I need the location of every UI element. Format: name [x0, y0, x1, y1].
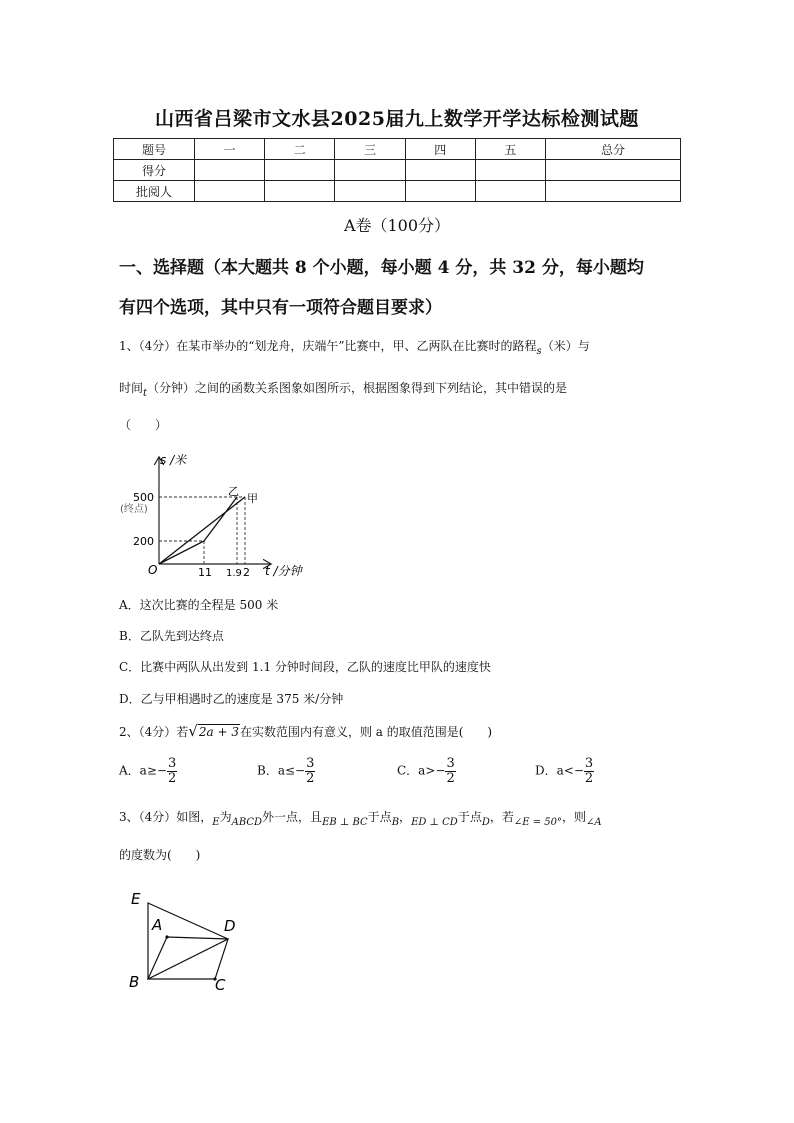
score-table [113, 138, 681, 202]
vertex-D: D [224, 917, 236, 935]
header-cell: 三 [335, 139, 405, 160]
score-table-header-row [114, 139, 681, 160]
q1-paren: （ ） [119, 418, 168, 432]
score-cell[interactable] [195, 160, 265, 181]
x-axis-label: t /分钟 [265, 564, 302, 578]
origin-label: O [148, 563, 158, 577]
q3-figure [122, 882, 252, 997]
reviewer-cell[interactable] [546, 181, 681, 202]
score-cell[interactable] [546, 160, 681, 181]
q1-option-c: C．比赛中两队从出发到 1.1 分钟时间段，乙队的速度比甲队的速度快 [119, 660, 491, 674]
q1-line1: 1、（4分）在某市举办的“划龙舟，庆端午”比赛中，甲、乙两队在比赛时的路程$_s$（米）与 [119, 339, 590, 357]
header-cell: 四 [405, 139, 475, 160]
label-yi: 乙 [228, 485, 239, 498]
x-tick-19: 1.9 [226, 568, 242, 579]
score-row [114, 160, 681, 181]
score-cell[interactable] [405, 160, 475, 181]
q3-line2: 的度数为( ) [119, 848, 201, 862]
q1-option-d: D．乙与甲相遇时乙的速度是 375 米/分钟 [119, 692, 344, 706]
score-cell[interactable] [265, 160, 335, 181]
vertex-C: C [215, 976, 226, 994]
y-axis-label: s /米 [160, 453, 187, 467]
q2-option-d: D．a<− $\frac{3}{2}$ [535, 756, 594, 786]
row-label: 批阅人 [114, 181, 195, 202]
exam-title: 山西省吕梁市文水县2025届九上数学开学达标检测试题 [155, 108, 639, 130]
q1-line2: 时间$_t$（分钟）之间的函数关系图象如图所示，根据图象得到下列结论，其中错误的是 [119, 381, 568, 399]
radicand: 2a + 3 [198, 725, 239, 739]
header-cell: 一 [195, 139, 265, 160]
y-tick-500-note: (终点) [120, 504, 148, 515]
q2-option-c: C．a>− $\frac{3}{2}$ [397, 756, 455, 786]
section1-heading-line2: 有四个选项，其中只有一项符合题目要求） [119, 298, 442, 318]
reviewer-cell[interactable] [405, 181, 475, 202]
reviewer-row [114, 181, 681, 202]
var-t: t [143, 388, 148, 399]
score-cell[interactable] [335, 160, 405, 181]
q2-option-a: A．a≥− $\frac{3}{2}$ [119, 756, 177, 786]
sqrt-sign: √ [188, 722, 198, 740]
y-tick-500: 500 [133, 491, 154, 504]
score-cell[interactable] [475, 160, 545, 181]
header-cell: 二 [265, 139, 335, 160]
x-tick-2: 2 [243, 566, 250, 579]
triangle-EDB [148, 903, 228, 979]
x-tick-11: 11 [198, 566, 212, 579]
q1-graph [112, 446, 312, 582]
vertex-E: E [131, 890, 141, 908]
header-cell: 五 [475, 139, 545, 160]
section-a-heading: A卷（100分） [343, 216, 451, 235]
section1-heading-line1: 一、选择题（本大题共 8 个小题，每小题 4 分，共 32 分，每小题均 [119, 258, 644, 278]
reviewer-cell[interactable] [475, 181, 545, 202]
q2-stem: 2、（4分）若√2a + 3在实数范围内有意义，则 a 的取值范围是( ) [119, 722, 493, 740]
q2-option-b: B．a≤− $\frac{3}{2}$ [257, 756, 315, 786]
reviewer-cell[interactable] [195, 181, 265, 202]
q3-line1: 3、（4分）如图，$_E$为$_{ABCD}$外一点，且$_{EB \perp BC}$于点$_B$，$_{ED \perp CD}$于点$_D$，若$_{\angle E = 50^\circ}$，则$_{\angle A}$ [119, 810, 602, 828]
label-jia: 甲 [247, 492, 258, 505]
reviewer-cell[interactable] [265, 181, 335, 202]
reviewer-cell[interactable] [335, 181, 405, 202]
header-cell: 题号 [114, 139, 195, 160]
line-jia [159, 497, 245, 564]
vertex-B: B [129, 973, 140, 991]
vertex-A: A [152, 916, 163, 934]
q1-option-b: B．乙队先到达终点 [119, 629, 224, 643]
header-cell: 总分 [546, 139, 681, 160]
line-yi [159, 497, 237, 564]
y-tick-200: 200 [133, 535, 154, 548]
q1-option-a: A．这次比赛的全程是 500 米 [119, 598, 279, 612]
point-A [165, 935, 168, 938]
row-label: 得分 [114, 160, 195, 181]
var-s: s [536, 346, 542, 357]
